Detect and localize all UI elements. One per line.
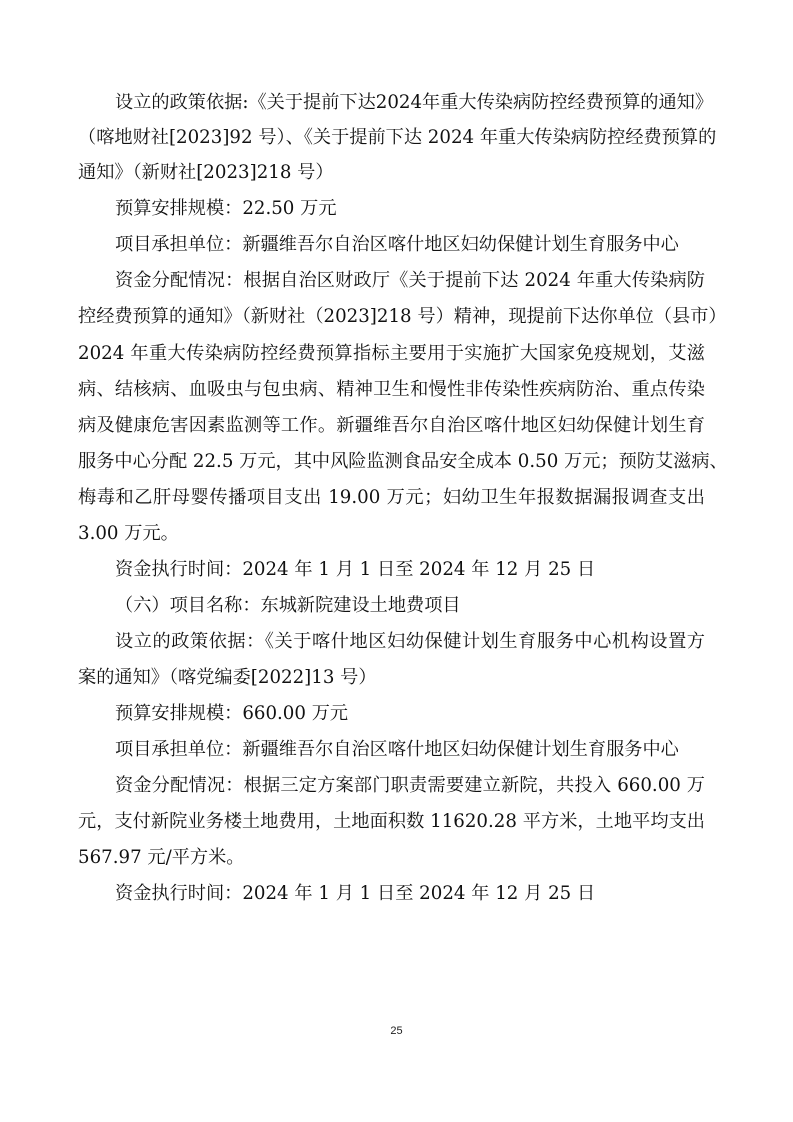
text-line: 控经费预算的通知》（新财社（2023]218 号）精神，现提前下达你单位（县市） xyxy=(78,306,727,327)
text-line: 资金分配情况：根据自治区财政厅《关于提前下达 2024 年重大传染病防 xyxy=(115,270,705,291)
text-line: 资金执行时间：2024 年 1 月 1 日至 2024 年 12 月 25 日 xyxy=(115,559,596,580)
text-line: 病、结核病、血吸虫与包虫病、精神卫生和慢性非传染性疾病防治、重点传染 xyxy=(78,379,705,400)
text-line: 预算安排规模：660.00 万元 xyxy=(115,703,349,724)
text-line: 病及健康危害因素监测等工作。新疆维吾尔自治区喀什地区妇幼保健计划生育 xyxy=(78,415,705,436)
text-line: 567.97 元/平方米。 xyxy=(78,847,245,868)
page-number: 25 xyxy=(390,1025,403,1037)
text-line: 资金分配情况：根据三定方案部门职责需要建立新院，共投入 660.00 万 xyxy=(115,775,705,796)
text-line: 项目承担单位：新疆维吾尔自治区喀什地区妇幼保健计划生育服务中心 xyxy=(115,234,679,255)
text-line: 2024 年重大传染病防控经费预算指标主要用于实施扩大国家免疫规划，艾滋 xyxy=(78,343,705,364)
text-line: 预算安排规模：22.50 万元 xyxy=(115,198,337,219)
text-line: 元，支付新院业务楼土地费用，土地面积数 11620.28 平方米，土地平均支出 xyxy=(78,811,705,832)
text-line: 服务中心分配 22.5 万元，其中风险监测食品安全成本 0.50 万元；预防艾滋病、 xyxy=(78,451,728,472)
section-heading: （六）项目名称：东城新院建设土地费项目 xyxy=(115,595,461,616)
text-line: 设立的政策依据：《关于喀什地区妇幼保健计划生育服务中心机构设置方 xyxy=(115,631,705,652)
text-line: 梅毒和乙肝母婴传播项目支出 19.00 万元；妇幼卫生年报数据漏报调查支出 xyxy=(78,487,705,508)
text-line: 项目承担单位：新疆维吾尔自治区喀什地区妇幼保健计划生育服务中心 xyxy=(115,739,679,760)
text-line: 资金执行时间：2024 年 1 月 1 日至 2024 年 12 月 25 日 xyxy=(115,883,596,904)
text-line: （喀地财社[2023]92 号）、《关于提前下达 2024 年重大传染病防控经费预算的 xyxy=(78,127,717,148)
text-line: 设立的政策依据:《关于提前下达2024年重大传染病防控经费预算的通知》 xyxy=(115,92,714,113)
text-line: 案的通知》（喀党编委[2022]13 号） xyxy=(78,667,377,688)
text-line: 3.00 万元。 xyxy=(78,523,179,544)
text-line: 通知》（新财社[2023]218 号） xyxy=(78,162,334,183)
